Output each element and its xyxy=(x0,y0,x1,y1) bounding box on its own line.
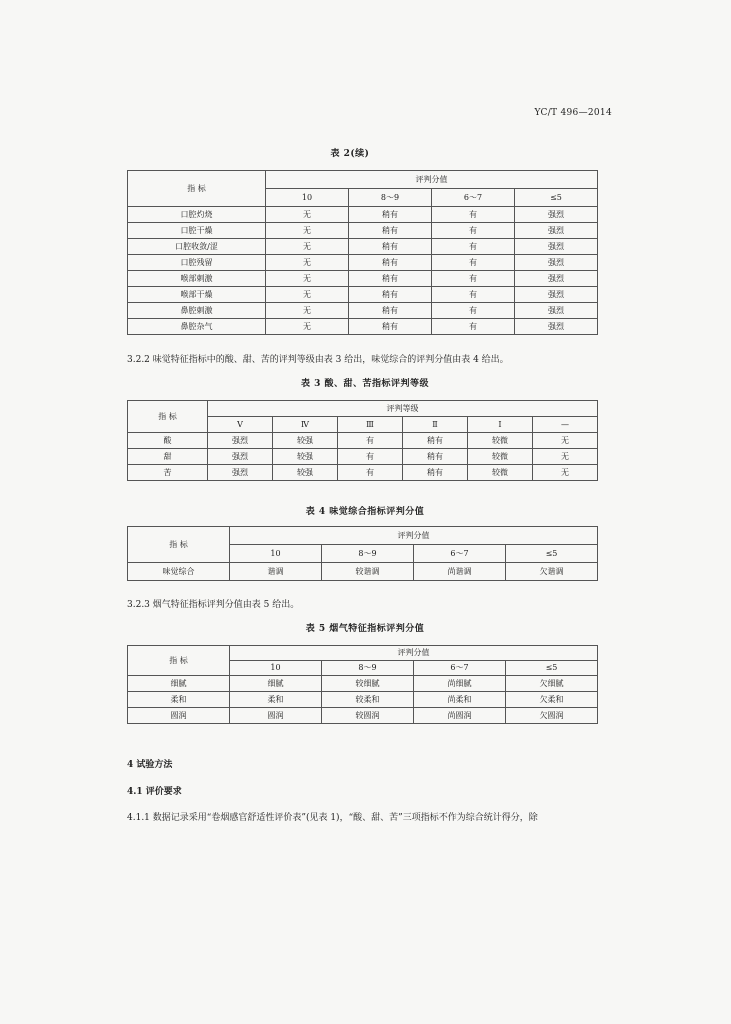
row-label: 圆润 xyxy=(128,708,230,724)
table2-col-header: ≤5 xyxy=(515,189,598,207)
row-label: 喉部刺激 xyxy=(128,271,266,287)
table-cell: 有 xyxy=(432,287,515,303)
table-row xyxy=(128,449,598,465)
table2-index-header: 指 标 xyxy=(128,171,266,207)
table2-col-header: 8～9 xyxy=(349,189,432,207)
table-cell: 有 xyxy=(338,433,403,449)
table-cell: 强烈 xyxy=(515,303,598,319)
table2 xyxy=(127,170,598,335)
table5-col-header: 8～9 xyxy=(322,661,414,676)
table4-col-header: 10 xyxy=(230,545,322,563)
table-cell: 谐调 xyxy=(230,563,322,581)
table-cell: 稍有 xyxy=(349,319,432,335)
table-cell: 尚细腻 xyxy=(414,676,506,692)
table4-index-header: 指 标 xyxy=(128,527,230,563)
table-cell: 强烈 xyxy=(208,433,273,449)
row-label: 甜 xyxy=(128,449,208,465)
paragraph-3-2-3: 3.2.3 烟气特征指标评判分值由表 5 给出。 xyxy=(127,600,300,610)
table-cell: 无 xyxy=(533,465,598,481)
table4-col-header: ≤5 xyxy=(506,545,598,563)
table-cell: 强烈 xyxy=(515,223,598,239)
table-cell: 无 xyxy=(266,287,349,303)
table-cell: 无 xyxy=(533,449,598,465)
table-cell: 较强 xyxy=(273,465,338,481)
table-row xyxy=(128,563,598,581)
table-cell: 稍有 xyxy=(403,433,468,449)
table-cell: 稍有 xyxy=(349,287,432,303)
table-cell: 有 xyxy=(432,223,515,239)
table-cell: 尚谐调 xyxy=(414,563,506,581)
section-4-heading: 4 试验方法 xyxy=(127,760,173,770)
table-cell: 有 xyxy=(338,449,403,465)
table-cell: 强烈 xyxy=(515,239,598,255)
table2-score-header: 评判分值 xyxy=(266,171,598,189)
table2-col-header: 10 xyxy=(266,189,349,207)
table-cell: 圆润 xyxy=(230,708,322,724)
table3-caption: 表 3 酸、甜、苦指标评判等级 xyxy=(300,379,430,389)
table-row xyxy=(128,303,598,319)
table-cell: 有 xyxy=(432,207,515,223)
table-cell: 欠谐调 xyxy=(506,563,598,581)
row-label: 酸 xyxy=(128,433,208,449)
table5-col-header: 10 xyxy=(230,661,322,676)
table-cell: 强烈 xyxy=(208,449,273,465)
table-cell: 欠细腻 xyxy=(506,676,598,692)
row-label: 苦 xyxy=(128,465,208,481)
table-cell: 无 xyxy=(266,303,349,319)
table-cell: 有 xyxy=(432,255,515,271)
table5-caption: 表 5 烟气特征指标评判分值 xyxy=(305,624,425,634)
table-row xyxy=(128,271,598,287)
table-row xyxy=(128,319,598,335)
table-cell: 有 xyxy=(432,319,515,335)
section-4-1-heading: 4.1 评价要求 xyxy=(127,787,182,797)
table2-caption: 表 2(续) xyxy=(330,149,370,159)
table-cell: 强烈 xyxy=(208,465,273,481)
row-label: 喉部干燥 xyxy=(128,287,266,303)
table-cell: 较强 xyxy=(273,449,338,465)
table3-col-header: — xyxy=(533,417,598,433)
table-row xyxy=(128,676,598,692)
table-cell: 无 xyxy=(533,433,598,449)
table-row xyxy=(128,708,598,724)
table-cell: 无 xyxy=(266,255,349,271)
table-cell: 较圆润 xyxy=(322,708,414,724)
table-row xyxy=(128,433,598,449)
table-cell: 较柔和 xyxy=(322,692,414,708)
table-cell: 稍有 xyxy=(403,449,468,465)
table4-caption: 表 4 味觉综合指标评判分值 xyxy=(305,507,425,517)
table-cell: 稍有 xyxy=(349,303,432,319)
row-label: 柔和 xyxy=(128,692,230,708)
table-cell: 尚柔和 xyxy=(414,692,506,708)
row-label: 细腻 xyxy=(128,676,230,692)
table-cell: 无 xyxy=(266,319,349,335)
table3-index-header: 指 标 xyxy=(128,401,208,433)
table3-col-header: Ⅱ xyxy=(403,417,468,433)
table-cell: 有 xyxy=(432,239,515,255)
table-cell: 稍有 xyxy=(349,239,432,255)
table-cell: 稍有 xyxy=(403,465,468,481)
table-cell: 较微 xyxy=(468,433,533,449)
table-cell: 欠柔和 xyxy=(506,692,598,708)
table4-col-header: 8～9 xyxy=(322,545,414,563)
table3-level-header: 评判等级 xyxy=(208,401,598,417)
row-label: 鼻腔刺激 xyxy=(128,303,266,319)
row-label: 口腔灼烧 xyxy=(128,207,266,223)
table-cell: 较细腻 xyxy=(322,676,414,692)
table-cell: 有 xyxy=(432,271,515,287)
table-cell: 较微 xyxy=(468,465,533,481)
table4-col-header: 6～7 xyxy=(414,545,506,563)
row-label: 口腔干燥 xyxy=(128,223,266,239)
table3-col-header: Ⅴ xyxy=(208,417,273,433)
table5-col-header: 6～7 xyxy=(414,661,506,676)
table-row xyxy=(128,207,598,223)
table-cell: 较谐调 xyxy=(322,563,414,581)
table-row xyxy=(128,692,598,708)
table5-index-header: 指 标 xyxy=(128,646,230,676)
table-cell: 无 xyxy=(266,207,349,223)
paragraph-3-2-2: 3.2.2 味觉特征指标中的酸、甜、苦的评判等级由表 3 给出，味觉综合的评判分值由表 4 给出。 xyxy=(127,355,509,365)
table3-col-header: Ⅰ xyxy=(468,417,533,433)
paragraph-4-1-1: 4.1.1 数据记录采用“卷烟感官舒适性评价表”(见表 1)，“酸、甜、苦”三项指标不作为综合统计得分，除 xyxy=(127,813,538,823)
table3-col-header: Ⅳ xyxy=(273,417,338,433)
table2-col-header: 6～7 xyxy=(432,189,515,207)
row-label: 味觉综合 xyxy=(128,563,230,581)
table-row xyxy=(128,255,598,271)
table-cell: 无 xyxy=(266,271,349,287)
table-cell: 稍有 xyxy=(349,255,432,271)
table-cell: 较强 xyxy=(273,433,338,449)
table-cell: 欠圆润 xyxy=(506,708,598,724)
table-cell: 柔和 xyxy=(230,692,322,708)
table5 xyxy=(127,645,598,724)
table-cell: 尚圆润 xyxy=(414,708,506,724)
table4-score-header: 评判分值 xyxy=(230,527,598,545)
table-cell: 稍有 xyxy=(349,271,432,287)
table-cell: 稍有 xyxy=(349,223,432,239)
table-row xyxy=(128,223,598,239)
table-cell: 强烈 xyxy=(515,271,598,287)
row-label: 鼻腔杂气 xyxy=(128,319,266,335)
table4 xyxy=(127,526,598,581)
table-cell: 强烈 xyxy=(515,207,598,223)
table-cell: 较微 xyxy=(468,449,533,465)
table-row xyxy=(128,239,598,255)
table-cell: 强烈 xyxy=(515,287,598,303)
table-cell: 强烈 xyxy=(515,255,598,271)
row-label: 口腔残留 xyxy=(128,255,266,271)
standard-code: YC/T 496—2014 xyxy=(534,108,612,118)
table-cell: 细腻 xyxy=(230,676,322,692)
table3 xyxy=(127,400,598,481)
table5-score-header: 评判分值 xyxy=(230,646,598,661)
table-cell: 无 xyxy=(266,239,349,255)
table-cell: 有 xyxy=(432,303,515,319)
table-cell: 稍有 xyxy=(349,207,432,223)
row-label: 口腔收敛/涩 xyxy=(128,239,266,255)
table-row xyxy=(128,287,598,303)
table-row xyxy=(128,465,598,481)
table3-col-header: Ⅲ xyxy=(338,417,403,433)
table-cell: 无 xyxy=(266,223,349,239)
table-cell: 有 xyxy=(338,465,403,481)
table5-col-header: ≤5 xyxy=(506,661,598,676)
table-cell: 强烈 xyxy=(515,319,598,335)
